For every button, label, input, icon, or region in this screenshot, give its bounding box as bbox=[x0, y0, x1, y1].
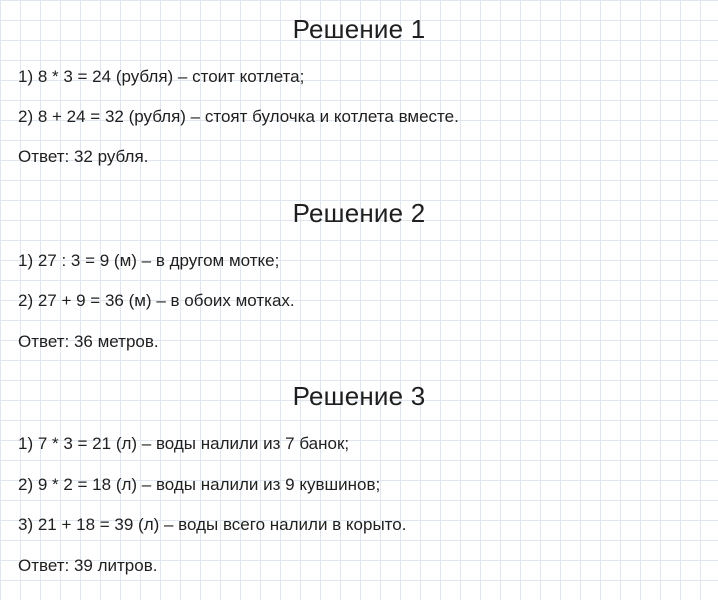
section-2-title: Решение 2 bbox=[292, 198, 426, 228]
section-2-step-2: 2) 27 + 9 = 36 (м) – в обоих мотках. bbox=[18, 291, 295, 310]
section-2-answer: Ответ: 36 метров. bbox=[18, 332, 159, 351]
section-3-step-1: 1) 7 * 3 = 21 (л) – воды налили из 7 банок; bbox=[18, 434, 350, 453]
section-3-title: Решение 3 bbox=[292, 381, 426, 411]
section-3-step-2: 2) 9 * 2 = 18 (л) – воды налили из 9 кувшинов; bbox=[18, 475, 381, 494]
section-1-step-1: 1) 8 * 3 = 24 (рубля) – стоит котлета; bbox=[18, 67, 305, 86]
section-1-step-2: 2) 8 + 24 = 32 (рубля) – стоят булочка и котлета вместе. bbox=[18, 107, 459, 126]
section-3-answer: Ответ: 39 литров. bbox=[18, 556, 158, 575]
section-2-step-1: 1) 27 : 3 = 9 (м) – в другом мотке; bbox=[18, 251, 280, 270]
section-1-title: Решение 1 bbox=[292, 14, 426, 44]
section-1-answer: Ответ: 32 рубля. bbox=[18, 147, 149, 166]
section-3-step-3: 3) 21 + 18 = 39 (л) – воды всего налили в корыто. bbox=[18, 515, 407, 534]
